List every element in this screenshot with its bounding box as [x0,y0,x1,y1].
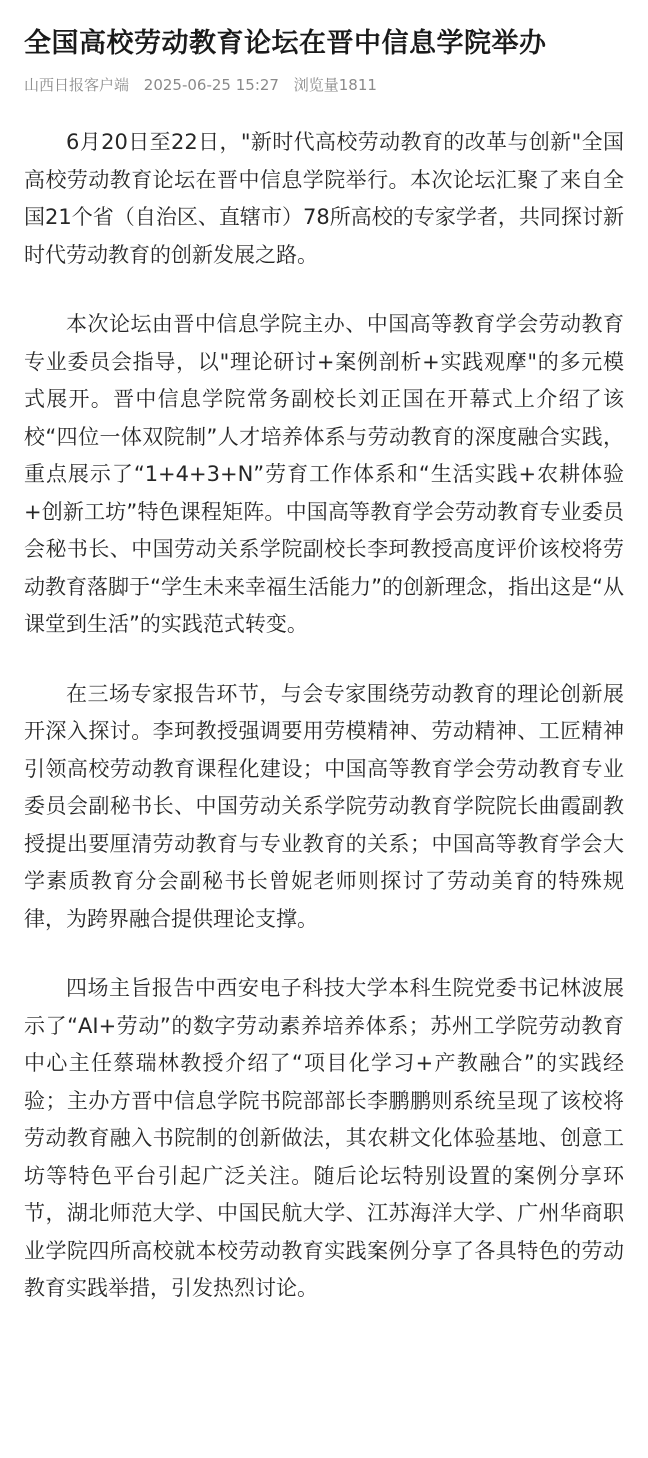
article-title: 全国高校劳动教育论坛在晋中信息学院举办 [24,28,547,59]
article-paragraph-1: 6月20日至22日，"新时代高校劳动教育的改革与创新"全国高校劳动教育论坛在晋中信息学院举行。本次论坛汇聚了来自全国21个省（自治区、直辖市）78所高校的专家学者，共同探讨新时代劳动教育的创新发展之路。 [24,130,624,267]
article-paragraph-2: 本次论坛由晋中信息学院主办、中国高等教育学会劳动教育专业委员会指导，以"理论研讨+案例剖析+实践观摩"的多元模式展开。晋中信息学院常务副校长刘正国在开幕式上介绍了该校“四位一体双院制”人才培养体系与劳动教育的深度融合实践，重点展示了“1+4+3+N”劳育工作体系和“生活实践+农耕体验+创新工坊”特色课程矩阵。中国高等教育学会劳动教育专业委员会秘书长、中国劳动关系学院副校长李珂教授高度评价该校将劳动教育落脚于“学生未来幸福生活能力”的创新理念，指出这是“从课堂到生活”的实践范式转变。 [24,312,624,636]
article-datetime: 2025-06-25 15:27 [143,76,279,94]
article-views: 浏览量1811 [293,76,377,94]
article-body [24,124,624,1308]
article-paragraph-4: 四场主旨报告中西安电子科技大学本科生院党委书记林波展示了“AI+劳动”的数字劳动素养培养体系；苏州工学院劳动教育中心主任蔡瑞林教授介绍了“项目化学习+产教融合”的实践经验；主办方晋中信息学院书院部部长李鹏鹏则系统呈现了该校将劳动教育融入书院制的创新做法，其农耕文化体验基地、创意工坊等特色平台引起广泛关注。随后论坛特别设置的案例分享环节，湖北师范大学、中国民航大学、江苏海洋大学、广州华商职业学院四所高校就本校劳动教育实践案例分享了各具特色的劳动教育实践举措，引发热烈讨论。 [24,976,624,1300]
article-source[interactable]: 山西日报客户端 [24,76,130,94]
article-paragraph-3: 在三场专家报告环节，与会专家围绕劳动教育的理论创新展开深入探讨。李珂教授强调要用劳模精神、劳动精神、工匠精神引领高校劳动教育课程化建设；中国高等教育学会劳动教育专业委员会副秘书长、中国劳动关系学院劳动教育学院院长曲霞副教授提出要厘清劳动教育与专业教育的关系；中国高等教育学会大学素质教育分会副秘书长曾妮老师则探讨了劳动美育的特殊规律，为跨界融合提供理论支撑。 [24,681,624,931]
article-meta [24,74,624,96]
